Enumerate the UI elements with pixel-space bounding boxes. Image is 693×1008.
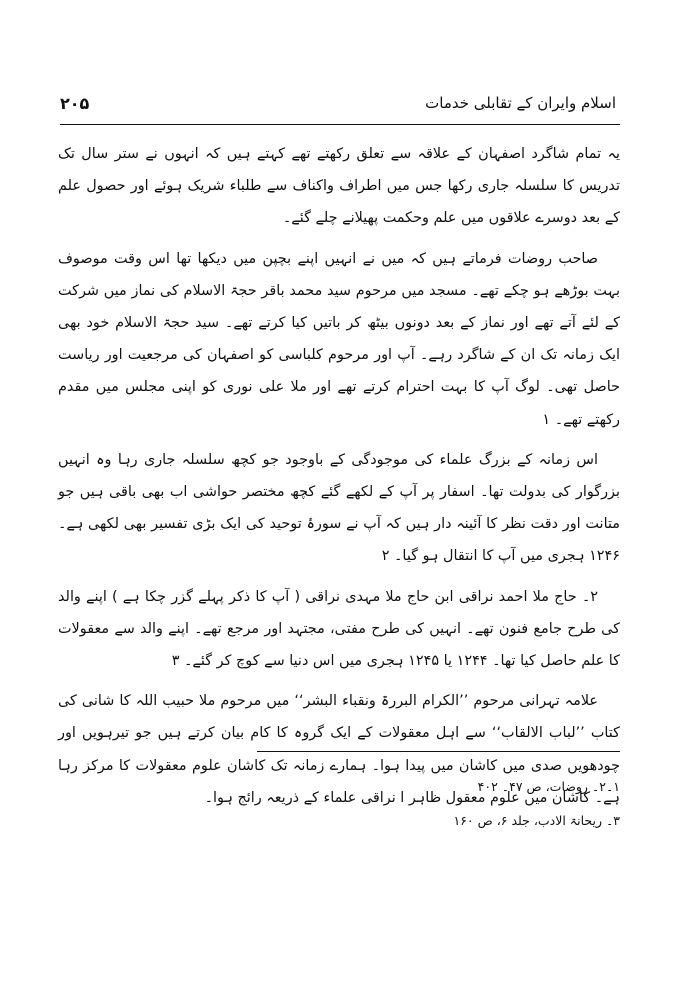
header-rule: [60, 124, 620, 125]
paragraph: اس زمانہ کے بزرگ علماء کی موجودگی کے باوجود جو کچھ سلسلہ جاری رہا وہ انہیں بزرگوار کی بدولت تھا۔ اسفار پر آپ کے لکھے گئے کچھ مختصر حواشی اب بھی باقی ہیں جو متانت اور دقت نظر کا آئینہ دار ہیں کہ آپ نے سورۂ توحید کی ایک بڑی تفسیر بھی لکھی ہے۔ ۱۲۴۶ ہجری میں آپ کا انتقال ہو گیا۔ ۲: [58, 451, 620, 565]
page-number: ۲۰۵: [60, 94, 90, 113]
paragraph: ۲۔ حاج ملا احمد نراقی ابن حاج ملا مہدی نراقی ( آپ کا ذکر پہلے گزر چکا ہے ) اپنے والد کی طرح جامع فنون تھے۔ انہیں کی طرح مفتی، مجتہد اور مرجع تھے۔ اپنے والد سے معقولات کا علم حاصل کیا تھا۔ ۱۲۴۴ یا ۱۲۴۵ ہجری میں اس دنیا سے کوچ کر گئے۔ ۳: [58, 588, 620, 670]
footnotes: [58, 770, 620, 838]
paragraph: صاحب روضات فرماتے ہیں کہ میں نے انہیں اپنے بچپن میں دیکھا تھا اس وقت موصوف بہت بوڑھے ہو چکے تھے۔ مسجد میں مرحوم سید محمد باقر حجۃ الاسلام کی نماز میں شرکت کے لئے آتے تھے اور نماز کے بعد دونوں بیٹھ کر باتیں کیا کرتے تھے۔ سید حجۃ الاسلام خود بھی ایک زمانہ تک ان کے شاگرد رہے۔ آپ اور مرحوم کلباسی کو اصفہان کی مرجعیت اور ریاست حاصل تھی۔ لوگ آپ کا بہت احترام کرتے تھے اور ملا علی نوری کو اپنی مجلس میں مقدم رکھتے تھے۔ ۱: [58, 250, 620, 428]
footnote: ۳۔ ریحانۃ الادب، جلد ۶، ص ۱۶۰: [453, 813, 620, 828]
paragraph: علامہ تہرانی مرحوم ’’الکرام البررۃ ونقباء البشر‘‘ میں مرحوم ملا حبیب اللہ کا شانی کی کتاب ’’لباب الالقاب‘‘ سے اہل معقولات کے ایک گروہ کا کام بیان کرتے ہیں جو تیرہویں اور چودھویں صدی میں کاشان میں پیدا ہوا۔ ہمارے زمانہ تک کاشان علوم معقولات کا مرکز رہا ہے۔ کاشان میں علوم معقول ظاہر ا نراقی علماء کے ذریعہ رائج ہوا۔: [58, 693, 620, 806]
body-text: [58, 138, 620, 822]
footnote-rule: [257, 751, 620, 752]
paragraph: یہ تمام شاگرد اصفہان کے علاقہ سے تعلق رکھتے تھے کہتے ہیں کہ انہوں نے ستر سال تک تدریس کا سلسلہ جاری رکھا جس میں اطراف واکناف سے طلباء شریک ہوئے اور حصول علم کے بعد دوسرے علاقوں میں علم وحکمت پھیلانے چلے گئے۔: [58, 146, 620, 227]
page-header: [60, 90, 616, 120]
running-title: اسلام وایران کے تقابلی خدمات: [425, 94, 616, 112]
footnote: ۱۔۲۔ روضات، ص ۴۷۔ ۴۰۲: [477, 779, 620, 794]
